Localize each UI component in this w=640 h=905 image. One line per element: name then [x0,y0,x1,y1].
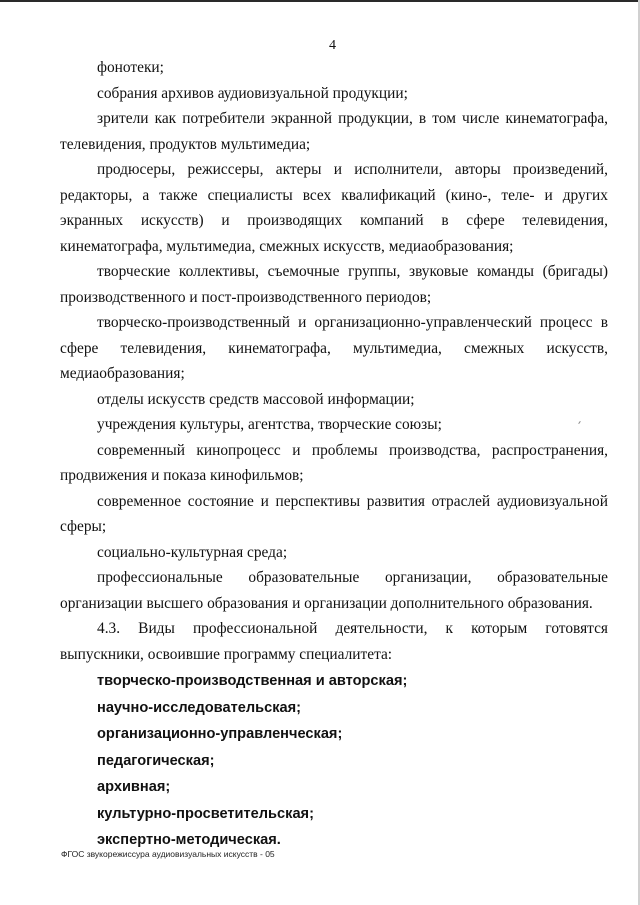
paragraph: зрители как потребители экранной продукции, в том числе кинематографа, телевидения, продуктов мультимедиа; [60,110,608,153]
paragraph: собрания архивов аудиовизуальной продукции; [97,84,408,102]
activity-type-item: научно-исследовательская; [97,699,301,716]
activity-type-item: экспертно-методическая. [97,832,281,848]
paragraph: социально-культурная среда; [97,543,288,561]
paragraph: профессиональные образовательные организации, образовательные организации высшего образования и организации дополнительного образования. [60,569,608,612]
paragraph: отделы искусств средств массовой информации; [97,390,415,408]
activity-type-item: творческо-производственная и авторская; [97,673,408,689]
scan-edge-top [0,0,640,2]
paragraph: творческие коллективы, съемочные группы, звуковые команды (бригады) производственного и пост-производственного периодов; [60,263,608,306]
paragraph: творческо-производственный и организационно-управленческий процесс в сфере телевидения, кинематографа, мультимедиа, смежных искусств, медиаобразования; [60,314,608,382]
activity-type-item: организационно-управленческая; [97,726,343,742]
paragraph: современное состояние и перспективы развития отраслей аудиовизуальной сферы; [60,492,608,535]
paragraph: учреждения культуры, агентства, творческие союзы; [97,416,442,433]
activity-type-item: архивная; [97,779,171,795]
activity-type-item: педагогическая; [97,752,215,769]
page-number: 4 [329,38,336,53]
document-body [60,55,608,854]
paragraph: продюсеры, режиссеры, актеры и исполнители, авторы произведений, редакторы, а также специалисты всех квалификаций (кино-, теле- и других экранных искусств) и производящих компаний в сфере телевидения, кинематографа, мультимедиа, смежных искусств, медиаобразования; [60,161,608,255]
paragraph: современный кинопроцесс и проблемы производства, распространения, продвижения и показа кинофильмов; [60,441,608,484]
paragraph: фонотеки; [97,59,164,76]
activity-type-item: культурно-просветительская; [97,805,314,822]
page-footer: ФГОС звукорежиссура аудиовизуальных искусств - 05 [61,849,275,859]
section-heading-paragraph: 4.3. Виды профессиональной деятельности, к которым готовятся выпускники, освоившие программу специалитета: [60,620,608,663]
